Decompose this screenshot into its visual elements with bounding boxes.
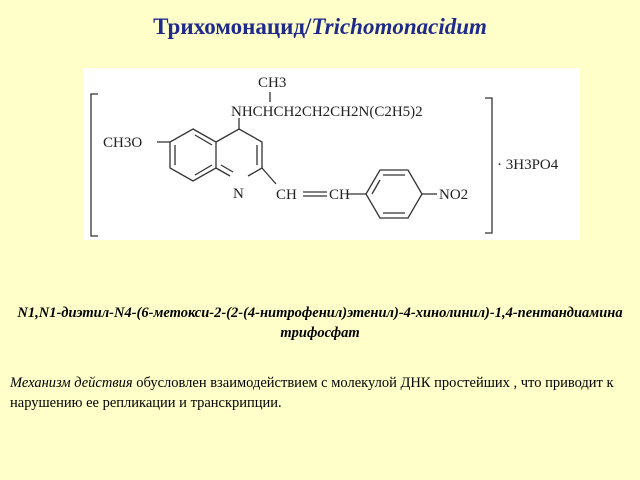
methoxy-label: CH3O [103, 135, 143, 151]
mechanism-paragraph [10, 373, 634, 413]
left-bracket [91, 94, 98, 236]
salt-label: · 3H3PO4 [497, 157, 559, 173]
vinyl-ch-right-label: CH [329, 187, 350, 203]
structural-formula [83, 68, 580, 240]
nitro-label: NO2 [439, 187, 469, 203]
page-title [0, 14, 640, 40]
structural-formula-drawing [83, 68, 580, 240]
title-latin: Trichomonacidum [311, 14, 487, 39]
ring-nitrogen-label: N [233, 186, 244, 202]
side-chain-label: NHCHCH2CH2CH2N(C2H5)2 [231, 104, 423, 120]
mechanism-lead: Механизм действия [10, 375, 133, 391]
ch3-label: CH3 [258, 75, 287, 91]
mechanism-text: обусловлен взаимодействием с молекулой ДНК простейших , что приводит к нарушению ее репликации и транскрипции. [10, 375, 614, 411]
vinyl-ch-left-label: CH [276, 187, 297, 203]
iupac-name: N1,N1-диэтил-N4-(6-метокси-2-(2-(4-нитрофенил)этенил)-4-хинолинил)-1,4-пентандиамина трифосфат [17, 305, 623, 341]
right-bracket [485, 98, 492, 233]
title-russian: Трихомонацид/ [153, 14, 312, 39]
